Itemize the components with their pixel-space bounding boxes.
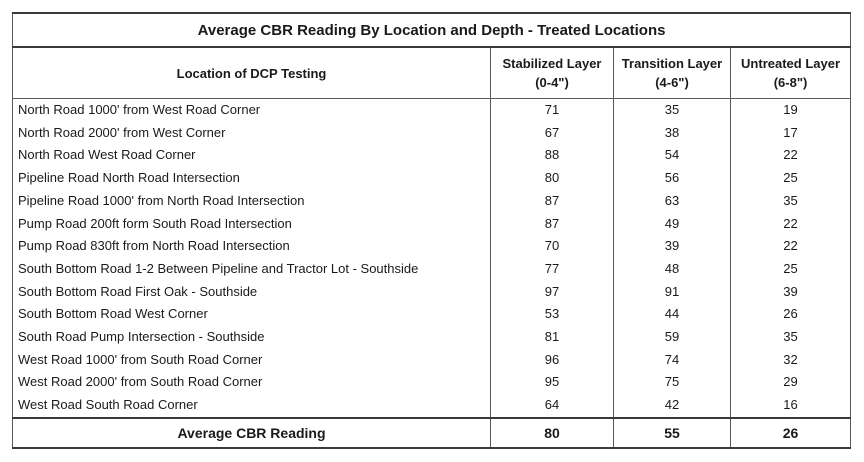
table-row (13, 144, 851, 167)
transition-cell: 74 (614, 349, 731, 372)
stabilized-cell: 77 (491, 258, 614, 281)
transition-cell: 38 (614, 122, 731, 145)
untreated-cell: 16 (731, 394, 851, 418)
location-cell: South Bottom Road West Corner (13, 303, 491, 326)
stabilized-cell: 97 (491, 281, 614, 304)
table-row (13, 326, 851, 349)
column-header-location: Location of DCP Testing (13, 47, 491, 99)
location-cell: South Bottom Road 1-2 Between Pipeline and Tractor Lot - Southside (13, 258, 491, 281)
location-cell: Pipeline Road 1000' from North Road Intersection (13, 190, 491, 213)
average-row (13, 418, 851, 448)
column-header-stabilized-name: Stabilized Layer (502, 56, 602, 71)
table-row (13, 99, 851, 122)
untreated-cell: 19 (731, 99, 851, 122)
transition-cell: 75 (614, 371, 731, 394)
location-cell: South Road Pump Intersection - Southside (13, 326, 491, 349)
column-header-transition-name: Transition Layer (621, 56, 723, 71)
stabilized-cell: 64 (491, 394, 614, 418)
stabilized-cell: 71 (491, 99, 614, 122)
location-cell: North Road 2000' from West Corner (13, 122, 491, 145)
transition-cell: 59 (614, 326, 731, 349)
table-row (13, 190, 851, 213)
untreated-cell: 22 (731, 144, 851, 167)
column-header-stabilized (491, 47, 614, 99)
transition-cell: 56 (614, 167, 731, 190)
location-cell: North Road West Road Corner (13, 144, 491, 167)
table-row (13, 258, 851, 281)
transition-cell: 39 (614, 235, 731, 258)
transition-cell: 42 (614, 394, 731, 418)
table-row (13, 235, 851, 258)
table-row (13, 213, 851, 236)
stabilized-cell: 67 (491, 122, 614, 145)
table-row (13, 394, 851, 418)
average-transition: 55 (614, 418, 731, 448)
stabilized-cell: 96 (491, 349, 614, 372)
table-row (13, 303, 851, 326)
transition-cell: 91 (614, 281, 731, 304)
location-cell: South Bottom Road First Oak - Southside (13, 281, 491, 304)
untreated-cell: 25 (731, 258, 851, 281)
table-row (13, 122, 851, 145)
column-header-stabilized-depth: (0-4") (535, 75, 569, 90)
untreated-cell: 22 (731, 213, 851, 236)
average-untreated: 26 (731, 418, 851, 448)
location-cell: Pipeline Road North Road Intersection (13, 167, 491, 190)
transition-cell: 49 (614, 213, 731, 236)
column-header-transition (614, 47, 731, 99)
location-cell: West Road 2000' from South Road Corner (13, 371, 491, 394)
table-row (13, 281, 851, 304)
untreated-cell: 25 (731, 167, 851, 190)
header-row (13, 47, 851, 99)
location-cell: West Road South Road Corner (13, 394, 491, 418)
untreated-cell: 29 (731, 371, 851, 394)
column-header-untreated (731, 47, 851, 99)
transition-cell: 54 (614, 144, 731, 167)
stabilized-cell: 53 (491, 303, 614, 326)
untreated-cell: 22 (731, 235, 851, 258)
location-cell: Pump Road 830ft from North Road Intersection (13, 235, 491, 258)
table-row (13, 167, 851, 190)
untreated-cell: 39 (731, 281, 851, 304)
transition-cell: 44 (614, 303, 731, 326)
untreated-cell: 17 (731, 122, 851, 145)
table-title: Average CBR Reading By Location and Depth - Treated Locations (13, 13, 851, 47)
table-row (13, 371, 851, 394)
title-row (13, 13, 851, 47)
stabilized-cell: 88 (491, 144, 614, 167)
stabilized-cell: 81 (491, 326, 614, 349)
stabilized-cell: 87 (491, 190, 614, 213)
cbr-table (12, 12, 851, 449)
untreated-cell: 35 (731, 190, 851, 213)
average-stabilized: 80 (491, 418, 614, 448)
column-header-untreated-name: Untreated Layer (741, 56, 841, 71)
untreated-cell: 26 (731, 303, 851, 326)
average-label: Average CBR Reading (13, 418, 491, 448)
transition-cell: 63 (614, 190, 731, 213)
untreated-cell: 32 (731, 349, 851, 372)
stabilized-cell: 95 (491, 371, 614, 394)
location-cell: Pump Road 200ft form South Road Intersection (13, 213, 491, 236)
stabilized-cell: 87 (491, 213, 614, 236)
stabilized-cell: 70 (491, 235, 614, 258)
table-row (13, 349, 851, 372)
transition-cell: 35 (614, 99, 731, 122)
column-header-transition-depth: (4-6") (655, 75, 689, 90)
transition-cell: 48 (614, 258, 731, 281)
stabilized-cell: 80 (491, 167, 614, 190)
column-header-untreated-depth: (6-8") (773, 75, 808, 90)
location-cell: North Road 1000' from West Road Corner (13, 99, 491, 122)
location-cell: West Road 1000' from South Road Corner (13, 349, 491, 372)
untreated-cell: 35 (731, 326, 851, 349)
